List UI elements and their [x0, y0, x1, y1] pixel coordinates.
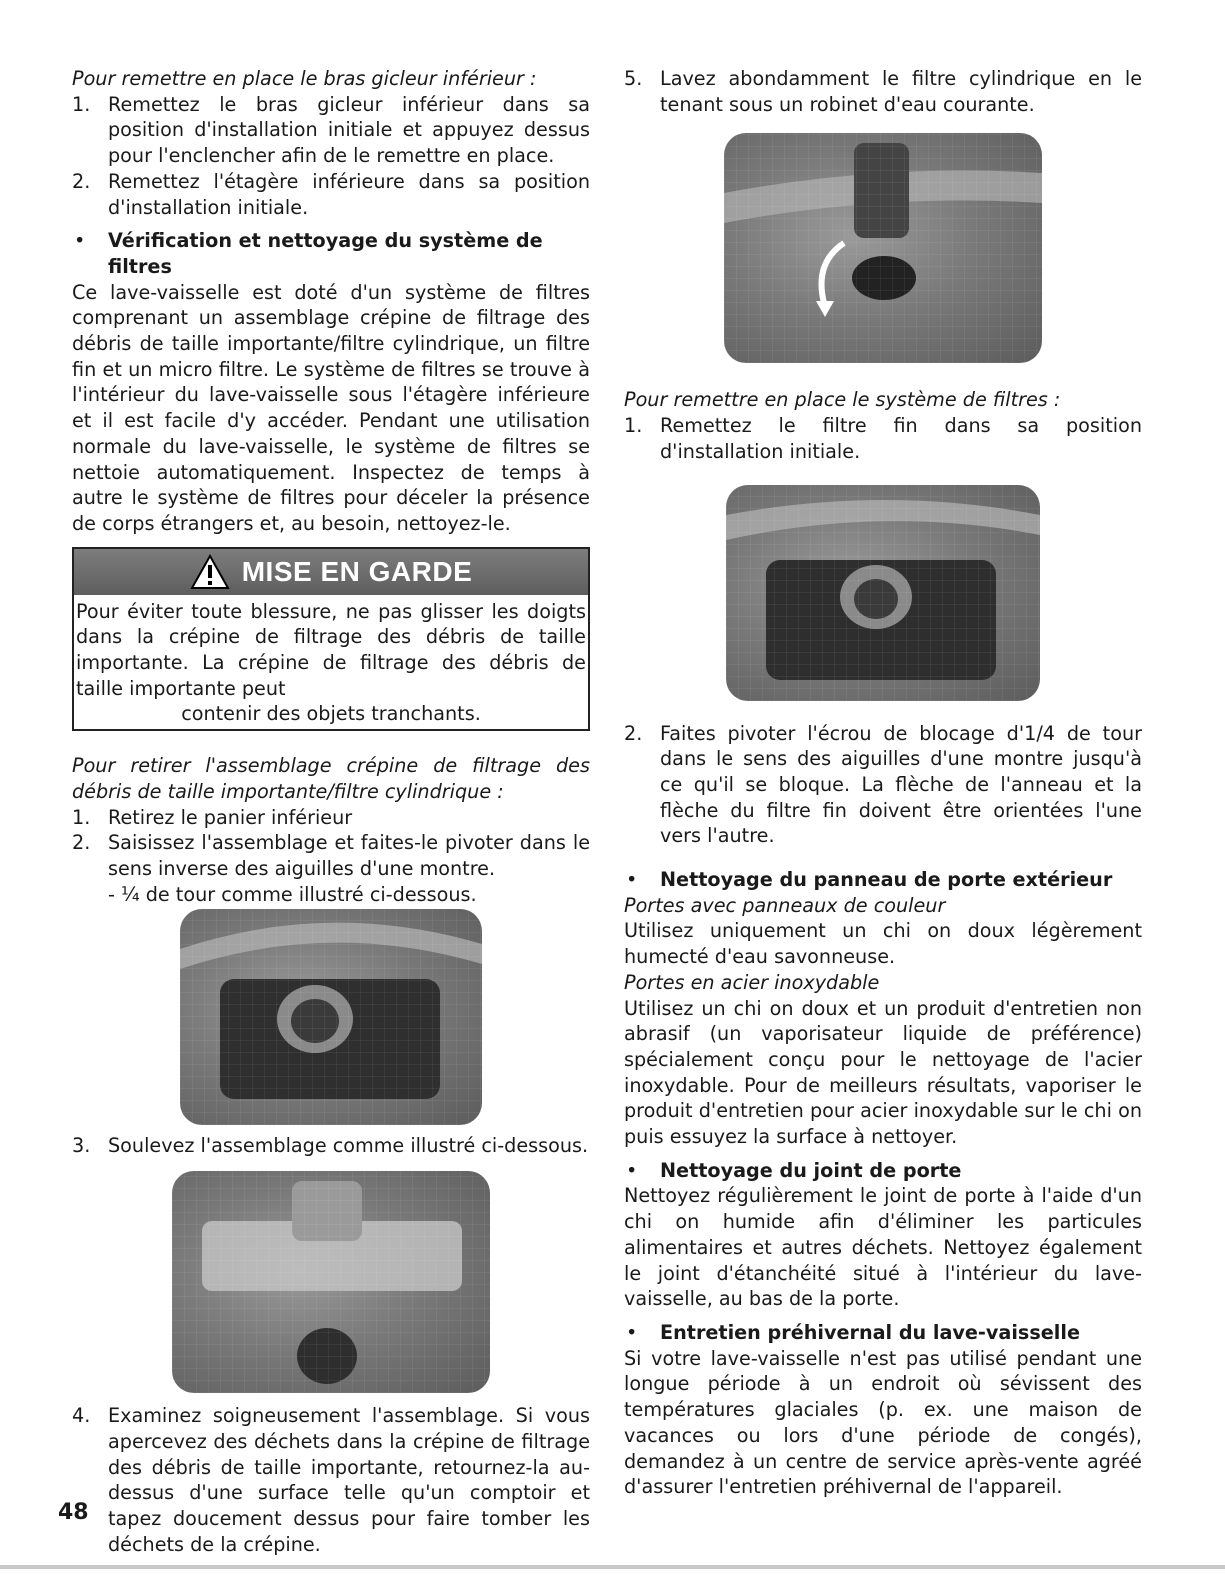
list-text: Faites pivoter l'écrou de blocage d'1/4 de tour dans le sens des aiguilles d'une montre jusqu'à ce qu'il se bloque. La flèche de l'anneau et la flèche du filtre fin doivent être orientées l'une vers l'autre. [660, 721, 1142, 848]
list-text: Remettez le bras gicleur inférieur dans sa position d'installation initiale et appuyez dessus pour l'enclencher afin de le remettre en place. [108, 92, 590, 168]
list-item [72, 169, 590, 220]
list-text: Examinez soigneusement l'assemblage. Si vous apercevez des déchets dans la crépine de filtrage des débris de taille importante, retournez-la au-dessus d'une surface telle qu'un comptoir et tapez doucement dessus pour faire tomber les déchets de la crépine. [108, 1404, 590, 1556]
list-text: Remettez l'étagère inférieure dans sa position d'installation initiale. [108, 169, 590, 219]
warning-box [72, 547, 590, 732]
filter-paragraph: Ce lave-vaisselle est doté d'un système de filtres comprenant un assemblage crépine de filtrage des débris de taille importante/filtre cylindrique, un filtre fin et un micro filtre. Le système de filtres se trouve à l'intérieur du lave-vaisselle sous l'étagère inférieure et il est facile d'y accéder. Pendant une utilisation normale du lave-vaisselle, le système de filtres se nettoie automatiquement. Inspectez de temps à autre le système de filtres pour déceler la présence de corps étrangers et, au besoin, nettoyez-le. [72, 280, 590, 535]
list-number: 1. [624, 414, 643, 438]
color-doors-text: Utilisez uniquement un chi on doux légèrement humecté d'eau savonneuse. [624, 919, 1142, 969]
color-doors-subheading: Portes avec panneaux de couleur [624, 893, 946, 917]
list-item [72, 1133, 590, 1159]
bullet: • [626, 868, 638, 892]
list-number: 3. [72, 1134, 91, 1158]
section-heading-door-panel [624, 867, 1142, 893]
fine-filter-photo [726, 485, 1040, 701]
bullet: • [626, 1158, 638, 1182]
list-item [72, 830, 590, 881]
list-number: 2. [72, 831, 91, 855]
list-text: Retirez le panier inférieur [108, 805, 353, 829]
rinse-filter-photo [724, 133, 1042, 363]
list-item [624, 413, 1142, 464]
list-item [624, 721, 1142, 850]
winter-text: Si votre lave-vaisselle n'est pas utilisé pendant une longue période à un endroit où sévissent des températures glaciales (p. ex. une maison de vacances ou lors d'une période de congés), demandez à un centre de service après-vente agréé d'assurer l'entretien préhivernal de l'appareil. [624, 1346, 1142, 1499]
filter-assembly-photo [180, 909, 482, 1125]
section-heading-door-seal [624, 1158, 1142, 1184]
warning-text: Pour éviter toute blessure, ne pas glisser les doigts dans la crépine de filtrage des débris de taille importante. La crépine de filtrage des débris de taille importante peut [76, 599, 586, 700]
replace-heading: Pour remettre en place le système de filtres : [624, 388, 1061, 412]
remove-heading: Pour retirer l'assemblage crépine de filtrage des débris de taille importante/filtre cylindrique : [72, 754, 590, 803]
rinse-filter-illustration [724, 133, 1042, 363]
page-number: 48 [58, 1500, 89, 1525]
list-number: 1. [72, 805, 91, 829]
list-number: 2. [624, 721, 643, 745]
list-item [624, 66, 1142, 117]
section-heading-winterizing [624, 1320, 1142, 1346]
list-number: 2. [72, 169, 91, 193]
bullet: • [74, 229, 86, 253]
list-item [72, 92, 590, 169]
spray-arm-heading: Pour remettre en place le bras gicleur inférieur : [72, 67, 537, 90]
list-text: Lavez abondamment le filtre cylindrique en le tenant sous un robinet d'eau courante. [660, 67, 1142, 116]
left-column [72, 66, 590, 1557]
bullet: • [626, 1320, 638, 1344]
section-heading-text: Entretien préhivernal du lave-vaisselle [660, 1320, 1080, 1344]
list-number: 4. [72, 1404, 91, 1428]
lifted-assembly-photo [172, 1171, 490, 1393]
section-heading-text: Vérification et nettoyage du système de filtres [108, 229, 543, 278]
section-heading-text: Nettoyage du panneau de porte extérieur [660, 868, 1113, 892]
list-item [72, 805, 590, 831]
seal-text: Nettoyez régulièrement le joint de porte à l'aide d'un chi on humide afin d'éliminer les particules alimentaires et autres déchets. Nettoyez également le joint d'étanchéité situé à l'intérieur du lave-vaisselle, au bas de la porte. [624, 1184, 1142, 1311]
steel-doors-text: Utilisez un chi on doux et un produit d'entretien non abrasif (un vaporisateur liquide de préférence) spécialement conçu pour le nettoyage de l'acier inoxydable. Pour de meilleurs résultats, vaporiser le produit d'entretien pour acier inoxydable sur le chi on puis essuyez la surface à nettoyer. [624, 996, 1142, 1149]
warning-text-last: contenir des objets tranchants. [181, 702, 481, 726]
list-text: Saisissez l'assemblage et faites-le pivoter dans le sens inverse des aiguilles d'une montre. [108, 831, 590, 880]
fine-filter-illustration [726, 485, 1040, 701]
list-number: 1. [72, 92, 91, 116]
bottom-rule [0, 1565, 1225, 1569]
list-text: Remettez le filtre fin dans sa position d'installation initiale. [660, 414, 1142, 463]
quarter-turn-note: - ¼ de tour comme illustré ci-dessous. [108, 882, 477, 906]
steel-doors-subheading: Portes en acier inoxydable [624, 970, 880, 994]
right-column [624, 66, 1142, 1500]
section-heading-text: Nettoyage du joint de porte [660, 1158, 962, 1182]
lifted-assembly-illustration [172, 1171, 490, 1393]
section-heading-filters [72, 228, 590, 279]
list-text: Soulevez l'assemblage comme illustré ci-dessous. [108, 1134, 589, 1158]
list-item [72, 1403, 590, 1557]
warning-triangle-icon [190, 554, 230, 590]
warning-title: MISE EN GARDE [241, 555, 473, 587]
list-number: 5. [624, 67, 643, 90]
warning-body [74, 595, 588, 730]
filter-assembly-illustration [180, 909, 482, 1125]
warning-header [74, 549, 588, 595]
